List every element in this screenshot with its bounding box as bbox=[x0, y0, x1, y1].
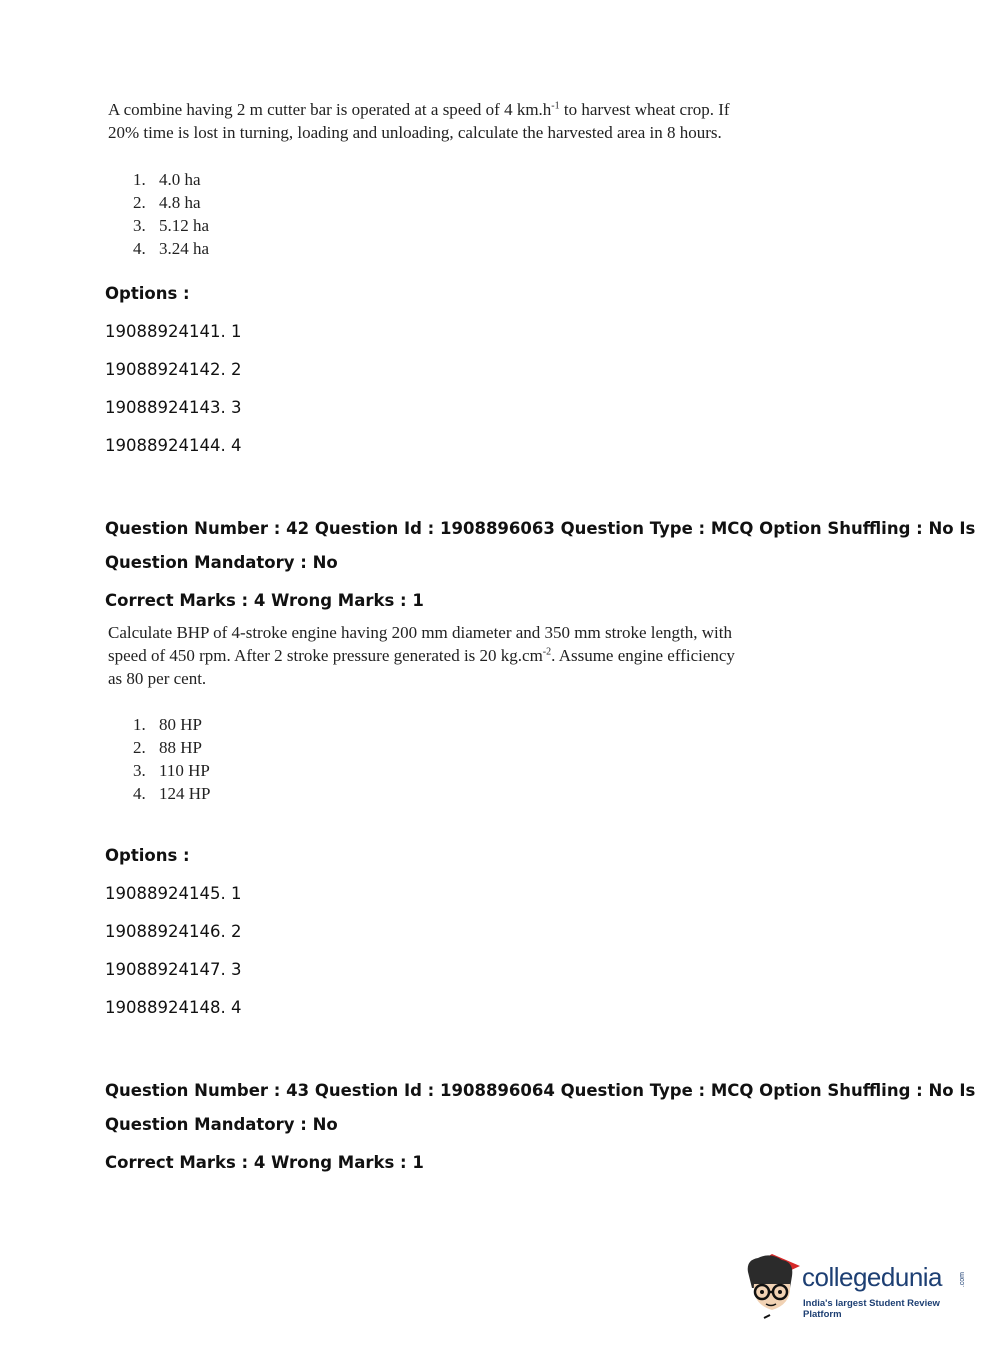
question-42-marks: Correct Marks : 4 Wrong Marks : 1 bbox=[105, 591, 424, 610]
options-heading: Options : bbox=[105, 846, 190, 865]
choice-item: 2. 4.8 ha bbox=[133, 193, 201, 212]
question-42-mandatory: Question Mandatory : No bbox=[105, 553, 338, 572]
option-id: 19088924144. 4 bbox=[105, 436, 242, 455]
question-42-meta: Question Number : 42 Question Id : 1908896063 Question Type : MCQ Option Shuffling : No Is bbox=[105, 519, 976, 538]
question-43-mandatory: Question Mandatory : No bbox=[105, 1115, 338, 1134]
option-id: 19088924146. 2 bbox=[105, 922, 242, 941]
option-id: 19088924142. 2 bbox=[105, 360, 242, 379]
question-42-text: Calculate BHP of 4-stroke engine having 200 mm diameter and 350 mm stroke length, with speed of 450 rpm. After 2 stroke pressure generated is 20 $kg.cm^{-2}$. Assume engine efficiency as 80 per cent. bbox=[108, 623, 735, 688]
logo-domain: .com bbox=[959, 1272, 966, 1288]
choice-item: 1. 4.0 ha bbox=[133, 170, 201, 189]
choice-item: 4. 3.24 ha bbox=[133, 239, 210, 258]
choice-item: 3. 5.12 ha bbox=[133, 216, 210, 235]
options-heading: Options : bbox=[105, 284, 190, 303]
option-id: 19088924148. 4 bbox=[105, 998, 242, 1017]
question-43-meta: Question Number : 43 Question Id : 1908896064 Question Type : MCQ Option Shuffling : No Is bbox=[105, 1081, 976, 1100]
option-id: 19088924143. 3 bbox=[105, 398, 242, 417]
question-42-choices bbox=[133, 713, 210, 805]
option-id: 19088924147. 3 bbox=[105, 960, 242, 979]
mascot-icon bbox=[742, 1248, 804, 1323]
collegedunia-logo[interactable] bbox=[742, 1248, 972, 1323]
choice-item: 1. 80 HP bbox=[133, 715, 202, 734]
question-43-marks: Correct Marks : 4 Wrong Marks : 1 bbox=[105, 1153, 424, 1172]
logo-wordmark: collegedunia bbox=[802, 1262, 943, 1292]
option-id: 19088924145. 1 bbox=[105, 884, 242, 903]
choice-item: 4. 124 HP bbox=[133, 784, 211, 803]
logo-tagline: India's largest Student Review Platform bbox=[803, 1298, 940, 1320]
question-41-choices bbox=[133, 168, 209, 260]
option-id: 19088924141. 1 bbox=[105, 322, 242, 341]
choice-item: 3. 110 HP bbox=[133, 761, 210, 780]
choice-item: 2. 88 HP bbox=[133, 738, 202, 757]
question-41-text: A combine having 2 m cutter bar is operated at a speed of 4 $km.h^{-1}$ to harvest wheat crop. If 20% time is lost in turning, loading and unloading, calculate the harvested area in 8 hours. bbox=[108, 100, 730, 142]
